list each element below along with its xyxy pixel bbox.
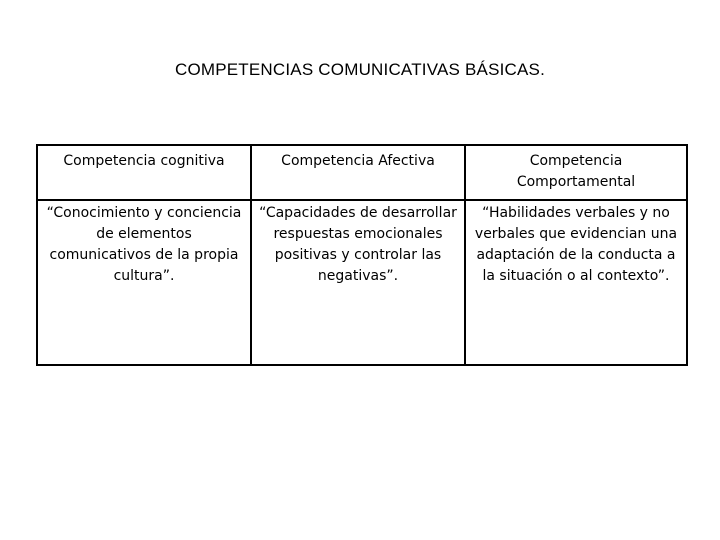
header-afectiva: Competencia Afectiva bbox=[251, 145, 465, 200]
competencias-table bbox=[36, 144, 688, 366]
header-cognitiva: Competencia cognitiva bbox=[37, 145, 251, 200]
cell-comportamental: “Habilidades verbales y no verbales que evidencian una adaptación de la conducta a la situación o al contexto”. bbox=[465, 200, 687, 365]
cell-afectiva: “Capacidades de desarrollar respuestas emocionales positivas y controlar las negativas”. bbox=[251, 200, 465, 365]
slide-title: COMPETENCIAS COMUNICATIVAS BÁSICAS. bbox=[174, 60, 546, 79]
table-row bbox=[37, 200, 687, 365]
cell-cognitiva: “Conocimiento y conciencia de elementos comunicativos de la propia cultura”. bbox=[37, 200, 251, 365]
header-comportamental: Competencia Comportamental bbox=[465, 145, 687, 200]
table-header-row bbox=[37, 145, 687, 200]
